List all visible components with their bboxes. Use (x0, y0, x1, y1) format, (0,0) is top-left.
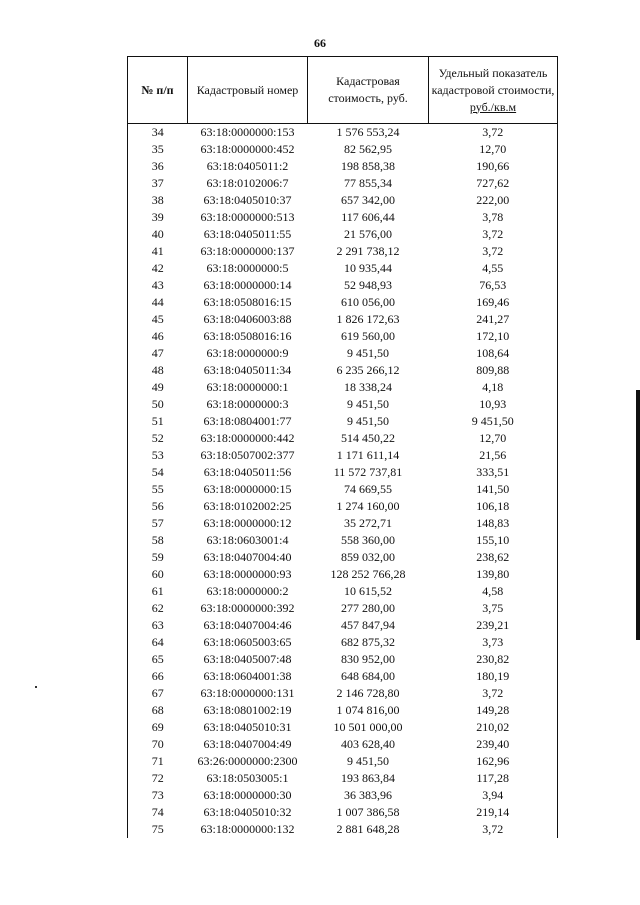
cell-cadastral-value: 9 451,50 (347, 754, 389, 768)
cell-num: 45 (128, 311, 188, 328)
table-row (128, 413, 558, 430)
table-row (128, 753, 558, 770)
cell-num: 38 (128, 192, 188, 209)
table-row (128, 498, 558, 515)
cell-cadastral-value: 514 450,22 (341, 431, 395, 445)
cell-unit-value: 3,72 (429, 124, 558, 142)
table-row (128, 583, 558, 600)
table-row (128, 209, 558, 226)
cell-cadastral-number: 63:18:0801002:19 (203, 703, 292, 717)
cell-cadastral-value: 619 560,00 (341, 329, 395, 343)
table-row (128, 549, 558, 566)
cell-num: 57 (128, 515, 188, 532)
cell-cadastral-number: 63:18:0000000:137 (200, 244, 295, 258)
cell-unit-value: 172,10 (429, 328, 558, 345)
cell-num: 44 (128, 294, 188, 311)
cell-unit-value: 148,83 (429, 515, 558, 532)
cell-unit-value: 333,51 (429, 464, 558, 481)
cell-cadastral-number: 63:18:0605003:65 (203, 635, 292, 649)
cell-unit-value: 190,66 (429, 158, 558, 175)
cell-cadastral-value: 36 383,96 (344, 788, 392, 802)
header-cadastral-value: Кадастровая стоимость, руб. (308, 57, 429, 124)
cell-cadastral-number: 63:18:0405007:48 (203, 652, 292, 666)
cell-cadastral-value: 9 451,50 (347, 414, 389, 428)
cell-unit-value: 3,94 (429, 787, 558, 804)
cell-cadastral-number: 63:26:0000000:2300 (197, 754, 298, 768)
cell-num: 67 (128, 685, 188, 702)
table-row (128, 362, 558, 379)
cell-cadastral-value: 18 338,24 (344, 380, 392, 394)
table-body (128, 124, 558, 839)
cell-num: 72 (128, 770, 188, 787)
cell-cadastral-value: 2 881 648,28 (336, 822, 400, 836)
cell-cadastral-number: 63:18:0000000:12 (203, 516, 292, 530)
cell-cadastral-number: 63:18:0407004:49 (203, 737, 292, 751)
cell-cadastral-number: 63:18:0102002:25 (203, 499, 292, 513)
cell-cadastral-number: 63:18:0804001:77 (203, 414, 292, 428)
table-row (128, 447, 558, 464)
cell-num: 73 (128, 787, 188, 804)
cell-num: 41 (128, 243, 188, 260)
cell-num: 36 (128, 158, 188, 175)
cell-num: 46 (128, 328, 188, 345)
cell-num: 40 (128, 226, 188, 243)
cell-num: 59 (128, 549, 188, 566)
cell-cadastral-value: 193 863,84 (341, 771, 395, 785)
cell-unit-value: 4,55 (429, 260, 558, 277)
cell-cadastral-number: 63:18:0604001:38 (203, 669, 292, 683)
cell-num: 42 (128, 260, 188, 277)
cell-cadastral-value: 1 274 160,00 (336, 499, 400, 513)
cell-unit-value: 162,96 (429, 753, 558, 770)
table-row (128, 736, 558, 753)
cell-cadastral-value: 74 669,55 (344, 482, 392, 496)
cell-num: 55 (128, 481, 188, 498)
cell-unit-value: 106,18 (429, 498, 558, 515)
cell-num: 48 (128, 362, 188, 379)
cell-unit-value: 219,14 (429, 804, 558, 821)
cadastral-table (127, 56, 558, 838)
cell-num: 53 (128, 447, 188, 464)
cell-cadastral-number: 63:18:0000000:2 (206, 584, 289, 598)
cell-cadastral-number: 63:18:0508016:15 (203, 295, 292, 309)
cell-num: 35 (128, 141, 188, 158)
cell-unit-value: 3,73 (429, 634, 558, 651)
cell-cadastral-number: 63:18:0102006:7 (206, 176, 289, 190)
cell-unit-value: 12,70 (429, 141, 558, 158)
cell-num: 71 (128, 753, 188, 770)
cell-num: 47 (128, 345, 188, 362)
table-row (128, 464, 558, 481)
cell-unit-value: 3,78 (429, 209, 558, 226)
cell-cadastral-value: 682 875,32 (341, 635, 395, 649)
cell-num: 52 (128, 430, 188, 447)
cell-cadastral-value: 10 935,44 (344, 261, 392, 275)
cell-cadastral-value: 11 572 737,81 (333, 465, 403, 479)
cell-cadastral-value: 830 952,00 (341, 652, 395, 666)
cell-cadastral-value: 657 342,00 (341, 193, 395, 207)
table-row (128, 430, 558, 447)
header-num: № п/п (128, 57, 188, 124)
cell-num: 58 (128, 532, 188, 549)
cell-cadastral-number: 63:18:0508016:16 (203, 329, 292, 343)
scan-edge-mark (636, 390, 640, 640)
page-number: 66 (314, 36, 326, 50)
cell-unit-value: 169,46 (429, 294, 558, 311)
cell-cadastral-number: 63:18:0405010:32 (203, 805, 292, 819)
cell-unit-value: 4,18 (429, 379, 558, 396)
cell-cadastral-number: 63:18:0000000:132 (200, 822, 295, 836)
cell-num: 49 (128, 379, 188, 396)
cell-unit-value: 155,10 (429, 532, 558, 549)
cell-cadastral-number: 63:18:0405011:55 (203, 227, 292, 241)
table-row (128, 702, 558, 719)
cell-num: 70 (128, 736, 188, 753)
cell-cadastral-value: 859 032,00 (341, 550, 395, 564)
cell-cadastral-number: 63:18:0000000:3 (206, 397, 289, 411)
cell-unit-value: 3,72 (429, 243, 558, 260)
table-row (128, 787, 558, 804)
cell-unit-value: 76,53 (429, 277, 558, 294)
table-row (128, 396, 558, 413)
table-row (128, 617, 558, 634)
cell-unit-value: 241,27 (429, 311, 558, 328)
cell-unit-value: 230,82 (429, 651, 558, 668)
cell-cadastral-value: 2 146 728,80 (336, 686, 400, 700)
cell-unit-value: 3,72 (429, 226, 558, 243)
cell-unit-value: 180,19 (429, 668, 558, 685)
cell-cadastral-value: 117 606,44 (341, 210, 395, 224)
cell-num: 50 (128, 396, 188, 413)
cell-num: 54 (128, 464, 188, 481)
cell-unit-value: 9 451,50 (429, 413, 558, 430)
cell-unit-value: 3,72 (429, 685, 558, 702)
cell-cadastral-value: 610 056,00 (341, 295, 395, 309)
cell-cadastral-number: 63:18:0000000:93 (203, 567, 292, 581)
table-row (128, 243, 558, 260)
table-row (128, 192, 558, 209)
cell-cadastral-number: 63:18:0000000:442 (200, 431, 295, 445)
cell-cadastral-number: 63:18:0000000:131 (200, 686, 295, 700)
cell-cadastral-number: 63:18:0405010:37 (203, 193, 292, 207)
cell-unit-value: 21,56 (429, 447, 558, 464)
cell-num: 69 (128, 719, 188, 736)
cell-cadastral-value: 35 272,71 (344, 516, 392, 530)
cell-num: 34 (128, 124, 188, 142)
table-row (128, 226, 558, 243)
cell-num: 65 (128, 651, 188, 668)
table-row (128, 294, 558, 311)
cell-cadastral-number: 63:18:0405010:31 (203, 720, 292, 734)
cell-cadastral-number: 63:18:0000000:5 (206, 261, 289, 275)
cell-unit-value: 239,40 (429, 736, 558, 753)
cell-unit-value: 3,72 (429, 821, 558, 838)
cell-cadastral-value: 9 451,50 (347, 346, 389, 360)
table-row (128, 345, 558, 362)
scan-speck (35, 686, 37, 688)
header-unit-value-main: Удельный показатель кадастровой стоимости, (431, 65, 555, 97)
cell-unit-value: 238,62 (429, 549, 558, 566)
cell-cadastral-number: 63:18:0000000:14 (203, 278, 292, 292)
cell-cadastral-value: 277 280,00 (341, 601, 395, 615)
table-row (128, 260, 558, 277)
cell-unit-value: 727,62 (429, 175, 558, 192)
table-row (128, 481, 558, 498)
cell-cadastral-value: 52 948,93 (344, 278, 392, 292)
cell-cadastral-number: 63:18:0000000:513 (200, 210, 295, 224)
cell-unit-value: 117,28 (429, 770, 558, 787)
cell-unit-value: 809,88 (429, 362, 558, 379)
cell-num: 74 (128, 804, 188, 821)
cell-cadastral-number: 63:18:0407004:46 (203, 618, 292, 632)
cell-cadastral-value: 77 855,34 (344, 176, 392, 190)
table-row (128, 668, 558, 685)
table-row (128, 770, 558, 787)
cell-cadastral-value: 403 628,40 (341, 737, 395, 751)
cell-cadastral-value: 648 684,00 (341, 669, 395, 683)
cell-num: 68 (128, 702, 188, 719)
cell-unit-value: 222,00 (429, 192, 558, 209)
cell-num: 43 (128, 277, 188, 294)
cell-cadastral-number: 63:18:0406003:88 (203, 312, 292, 326)
table-row (128, 158, 558, 175)
cell-cadastral-value: 198 858,38 (341, 159, 395, 173)
cell-cadastral-number: 63:18:0405011:34 (203, 363, 292, 377)
cell-num: 75 (128, 821, 188, 838)
cell-num: 61 (128, 583, 188, 600)
cell-cadastral-number: 63:18:0405011:56 (203, 465, 292, 479)
table-row (128, 651, 558, 668)
header-unit-value-unit: руб./кв.м (469, 99, 517, 114)
cell-cadastral-number: 63:18:0000000:392 (200, 601, 295, 615)
cell-num: 37 (128, 175, 188, 192)
table-row (128, 685, 558, 702)
table-row (128, 124, 558, 142)
cell-unit-value: 4,58 (429, 583, 558, 600)
cell-cadastral-number: 63:18:0507002:377 (200, 448, 295, 462)
cell-num: 63 (128, 617, 188, 634)
cell-cadastral-value: 128 252 766,28 (330, 567, 406, 581)
header-row (128, 57, 558, 124)
cell-cadastral-value: 10 615,52 (344, 584, 392, 598)
cell-cadastral-number: 63:18:0000000:15 (203, 482, 292, 496)
cell-cadastral-number: 63:18:0000000:452 (200, 142, 295, 156)
cell-cadastral-number: 63:18:0000000:9 (206, 346, 289, 360)
table-row (128, 804, 558, 821)
table-row (128, 141, 558, 158)
table-row (128, 600, 558, 617)
cell-cadastral-value: 558 360,00 (341, 533, 395, 547)
cell-cadastral-number: 63:18:0000000:1 (206, 380, 289, 394)
table-row (128, 634, 558, 651)
table-row (128, 277, 558, 294)
cell-cadastral-value: 10 501 000,00 (333, 720, 403, 734)
cell-unit-value: 3,75 (429, 600, 558, 617)
cell-cadastral-number: 63:18:0405011:2 (206, 159, 289, 173)
cell-cadastral-value: 1 826 172,63 (336, 312, 400, 326)
cell-cadastral-value: 21 576,00 (344, 227, 392, 241)
cell-num: 39 (128, 209, 188, 226)
cell-cadastral-value: 1 171 611,14 (336, 448, 400, 462)
cell-cadastral-value: 1 576 553,24 (336, 125, 400, 139)
table-row (128, 311, 558, 328)
cell-num: 56 (128, 498, 188, 515)
cell-num: 51 (128, 413, 188, 430)
cell-cadastral-value: 9 451,50 (347, 397, 389, 411)
cell-unit-value: 141,50 (429, 481, 558, 498)
cell-unit-value: 210,02 (429, 719, 558, 736)
table-row (128, 379, 558, 396)
table-row (128, 532, 558, 549)
cell-cadastral-value: 1 007 386,58 (336, 805, 400, 819)
table-row (128, 821, 558, 838)
cell-cadastral-number: 63:18:0603001:4 (206, 533, 289, 547)
cell-unit-value: 149,28 (429, 702, 558, 719)
header-unit-value (429, 57, 558, 124)
cell-unit-value: 10,93 (429, 396, 558, 413)
cell-cadastral-number: 63:18:0000000:30 (203, 788, 292, 802)
cell-cadastral-number: 63:18:0407004:40 (203, 550, 292, 564)
cell-unit-value: 12,70 (429, 430, 558, 447)
table-row (128, 175, 558, 192)
table-row (128, 566, 558, 583)
cell-cadastral-number: 63:18:0503005:1 (206, 771, 289, 785)
table-header (128, 57, 558, 124)
cell-num: 62 (128, 600, 188, 617)
cell-cadastral-value: 82 562,95 (344, 142, 392, 156)
cell-unit-value: 239,21 (429, 617, 558, 634)
table-row (128, 515, 558, 532)
cell-cadastral-number: 63:18:0000000:153 (200, 125, 295, 139)
cell-cadastral-value: 2 291 738,12 (336, 244, 400, 258)
cell-unit-value: 139,80 (429, 566, 558, 583)
cell-num: 60 (128, 566, 188, 583)
table-row (128, 328, 558, 345)
cell-unit-value: 108,64 (429, 345, 558, 362)
cell-num: 64 (128, 634, 188, 651)
cell-num: 66 (128, 668, 188, 685)
cell-cadastral-value: 1 074 816,00 (336, 703, 400, 717)
cell-cadastral-value: 6 235 266,12 (336, 363, 400, 377)
table-row (128, 719, 558, 736)
cell-cadastral-value: 457 847,94 (341, 618, 395, 632)
header-cadastral-number: Кадастровый номер (188, 57, 308, 124)
